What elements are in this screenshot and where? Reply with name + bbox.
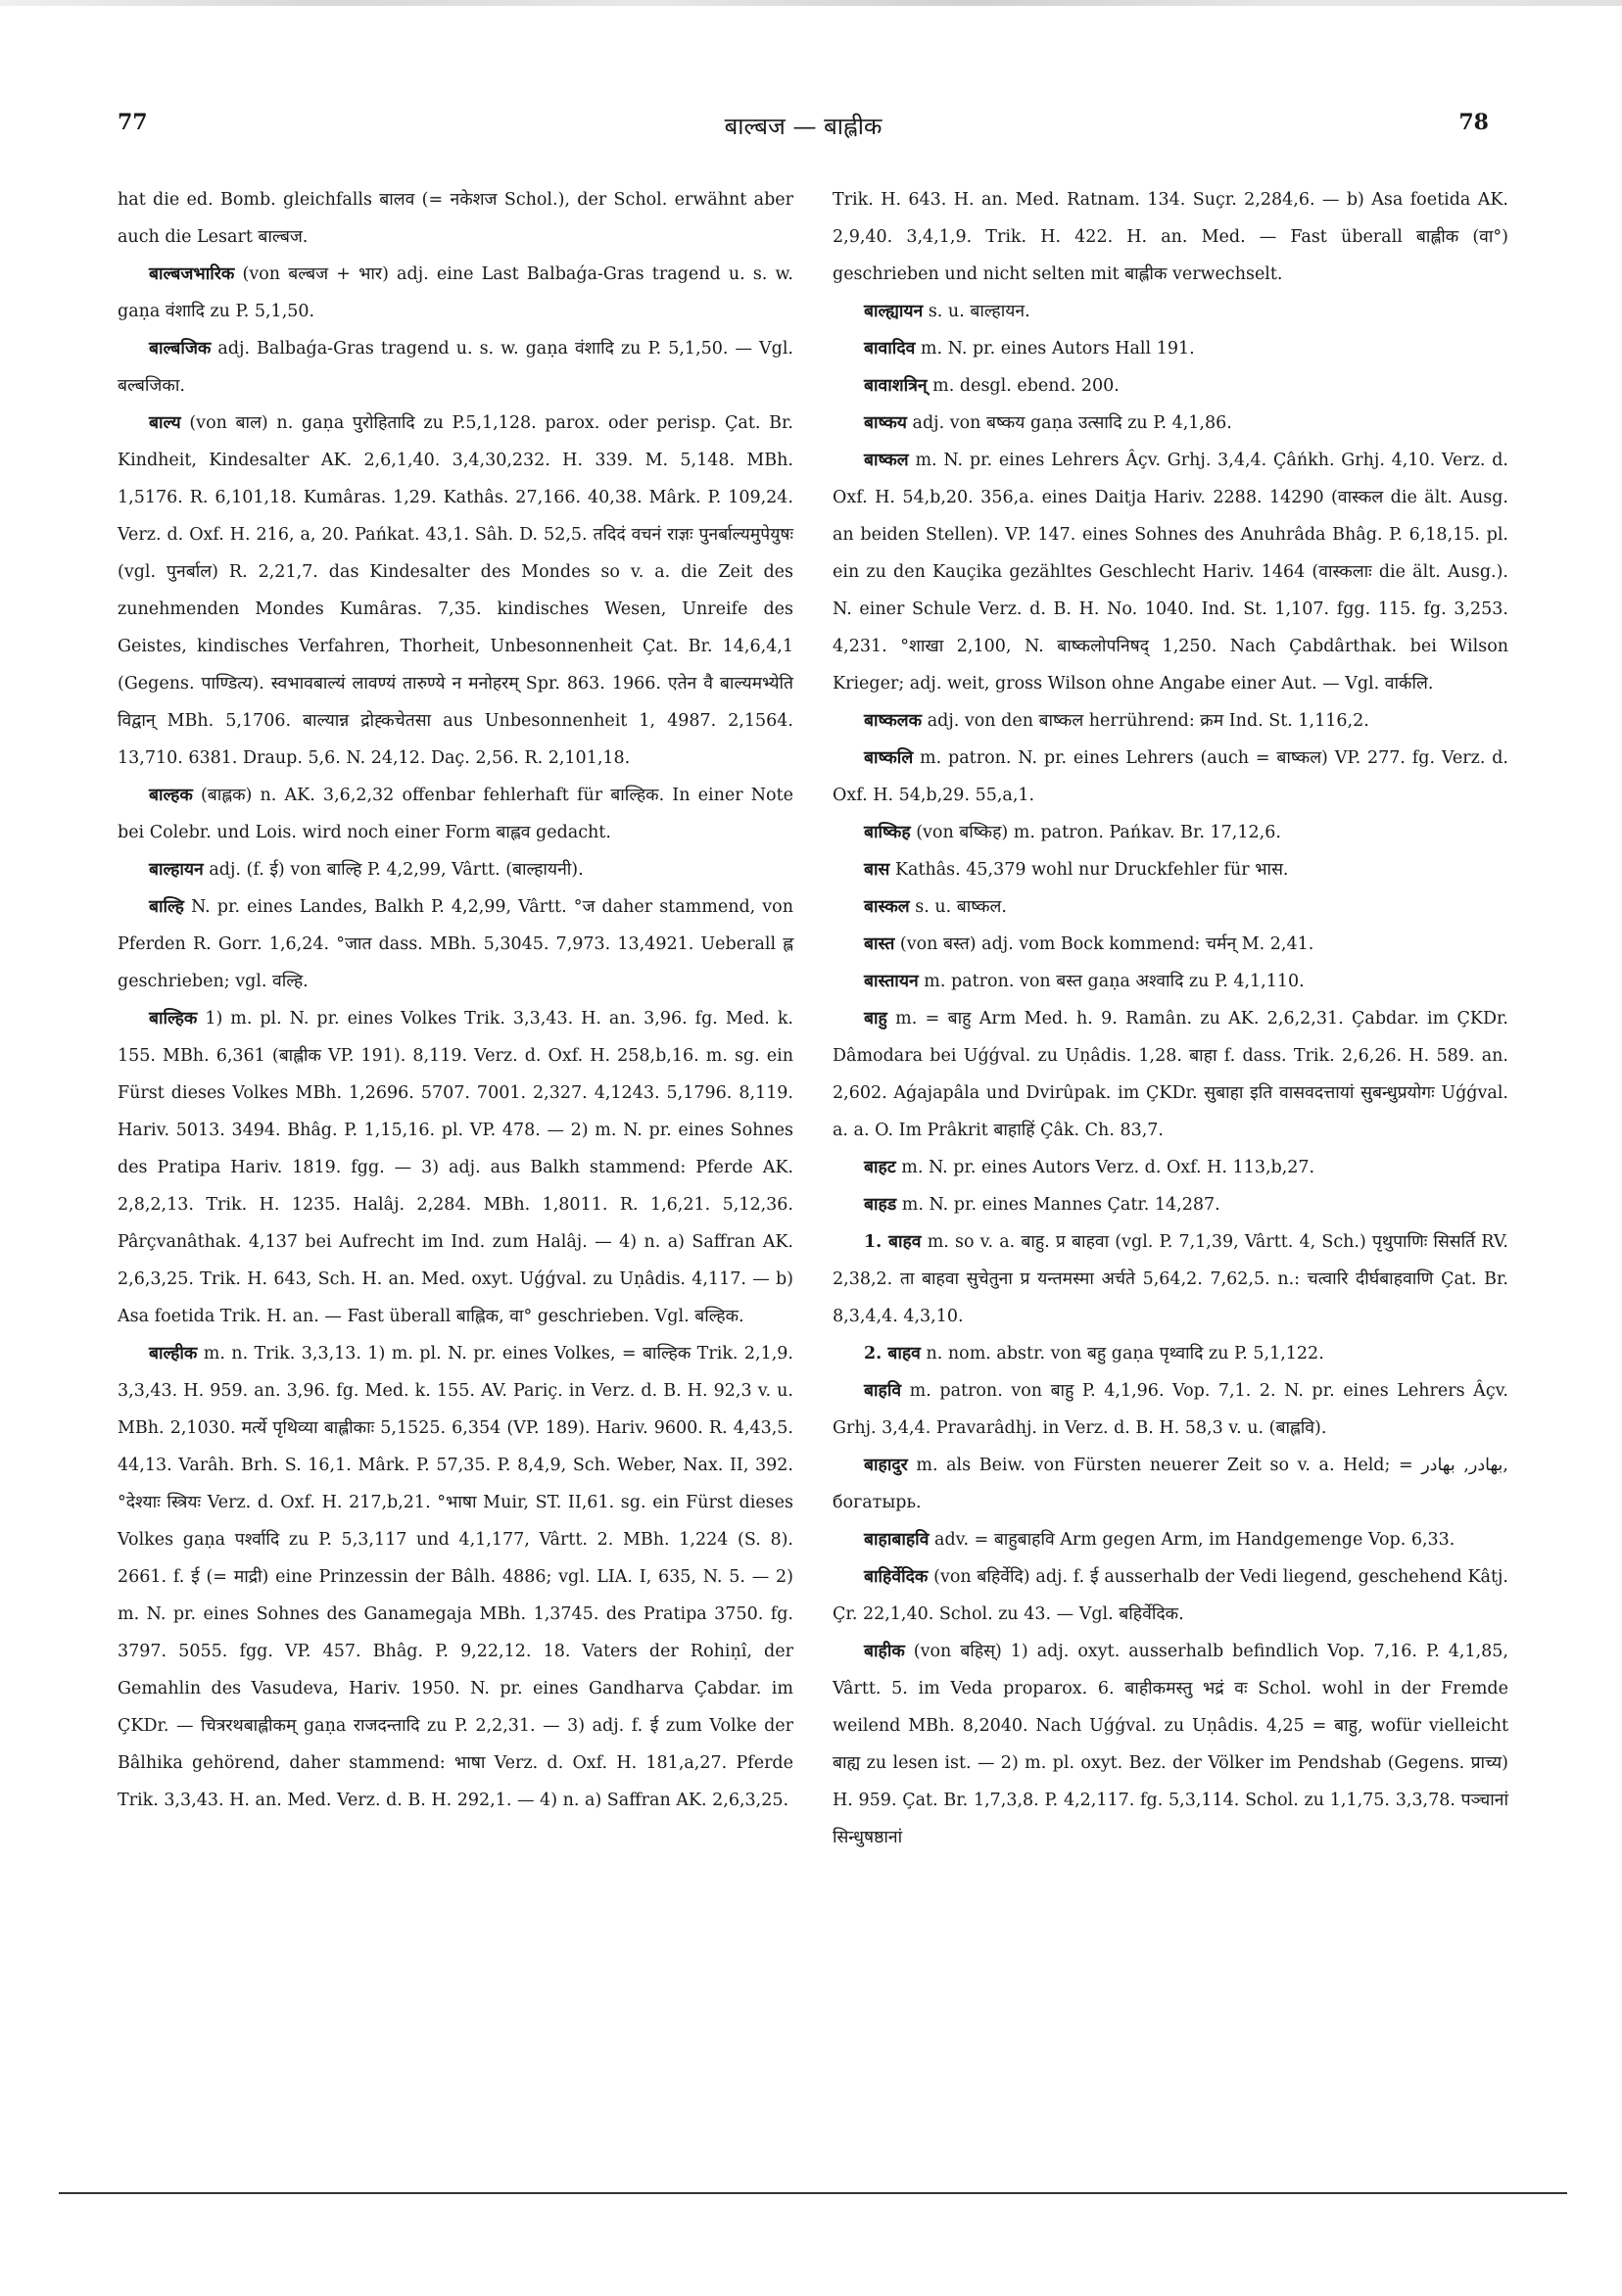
entry-headword: बास्तायन: [864, 972, 919, 991]
running-title: बाल्बज — बाह्लीक: [724, 113, 883, 140]
entry-text: m. als Beiw. von Fürsten neuerer Zeit so v. a. Held; = بهادر, بهادر, богатырь.: [833, 1456, 1508, 1512]
dictionary-entry: [833, 367, 1508, 405]
entry-text: (von बहिस्) 1) adj. oxyt. ausserhalb befindlich Vop. 7,16. P. 4,1,85, Vârtt. 5. im Veda proparox. 6. बाहीकमस्तु भद्रं वः Schol. wohl in der Fremde weilend MBh. 8,2040. Nach Uǵǵval. zu Uṇâdis. 4,25 = बाहु, wofür vielleicht बाह्य zu lesen ist. — 2) m. pl. oxyt. Bez. der Völker im Pendshab (Gegens. प्राच्य) H. 959. Çat. Br. 1,7,3,8. P. 4,2,117. fg. 5,3,114. Schol. zu 1,1,75. 3,3,78. पञ्चानां सिन्धुषष्ठानां: [833, 1642, 1508, 1847]
entry-headword: बाहीक: [864, 1642, 905, 1661]
entry-text: (von बस्त) adj. vom Bock kommend: चर्मन् M. 2,41.: [899, 934, 1314, 954]
dictionary-entry: [118, 181, 793, 256]
entry-text: m. n. Trik. 3,3,13. 1) m. pl. N. pr. eines Volkes, = बाल्हिक Trik. 2,1,9. 3,3,43. H. 959. an. 3,96. fg. Med. k. 155. AV. Pariç. in Verz. d. B. H. 92,3 v. u. MBh. 2,1030. मर्त्ये पृथिव्या बाह्लीकाः 5,1525. 6,354 (VP. 189). Hariv. 9600. R. 4,43,5. 44,13. Varâh. Brh. S. 16,1. Mârk. P. 57,35. P. 8,4,9, Sch. Weber, Nax. II, 392. °देश्याः स्त्रियः Verz. d. Oxf. H. 217,b,21. °भाषा Muir, ST. II,61. sg. ein Fürst dieses Volkes gaṇa पर्श्वादि zu P. 5,3,117 und 4,1,177, Vârtt. 2. MBh. 1,224 (S. 8). 2661. f. ई (= माद्री) eine Prinzessin der Bâlh. 4886; vgl. LIA. I, 635, N. 5. — 2) m. N. pr. eines Sohnes des Ganamegaja MBh. 1,3745. des Pratipa 3750. fg. 3797. 5055. fgg. VP. 457. Bhâg. P. 9,22,12. 18. Vaters der Rohiṇî, der Gemahlin des Vasudeva, Hariv. 1950. N. pr. eines Gandharva Çabdar. im ÇKDr. — चित्ररथबाह्लीकम् gaṇa राजदन्तादि zu P. 2,2,31. — 3) adj. f. ई zum Volke der Bâlhika gehörend, daher stammend: भाषा Verz. d. Oxf. H. 181,a,27. Pferde Trik. 3,3,43. H. an. Med. Verz. d. B. H. 292,1. — 4) n. a) Saffran AK. 2,6,3,25.: [118, 1344, 793, 1810]
entry-text: Trik. H. 643. H. an. Med. Ratnam. 134. Suçr. 2,284,6. — b) Asa foetida AK. 2,9,40. 3,4,1,9. Trik. H. 422. H. an. Med. — Fast überall बाह्लीक (वा°) geschrieben und nicht selten mit बाह्लीक verwechselt.: [833, 190, 1508, 284]
entry-headword: बाल्हिक: [149, 1009, 198, 1028]
right-column: [833, 181, 1508, 1856]
dictionary-entry: [833, 888, 1508, 926]
dictionary-entry: [833, 1521, 1508, 1558]
entry-headword: बावाशत्रिन्: [864, 376, 928, 396]
entry-text: m. N. pr. eines Lehrers Âçv. Grhj. 3,4,4. Çâńkh. Grhj. 4,10. Verz. d. Oxf. H. 54,b,20. 356,a. eines Daitja Hariv. 2288. 14290 (वास्कल die ält. Ausg. an beiden Stellen). VP. 147. eines Sohnes des Anuhrâda Bhâg. P. 6,18,15. pl. ein zu den Kauçika gezähltes Geschlecht Hariv. 1464 (वास्कलाः die ält. Ausg.). N. einer Schule Verz. d. B. H. No. 1040. Ind. St. 1,107. fgg. 115. fg. 3,253. 4,231. °शाखा 2,100, N. बाष्कलोपनिषद् 1,250. Nach Çabdârthak. bei Wilson Krieger; adj. weit, gross Wilson ohne Angabe einer Aut. — Vgl. वार्कलि.: [833, 451, 1508, 694]
entry-text: (von बष्किह) m. patron. Pańkav. Br. 17,12,6.: [916, 823, 1281, 842]
entry-headword: बाल्हीक: [149, 1344, 198, 1363]
entry-headword: बाष्किह: [864, 823, 911, 842]
dictionary-entry: [833, 293, 1508, 330]
dictionary-entry: [118, 1335, 793, 1819]
dictionary-entry: [833, 1186, 1508, 1223]
entry-text: adj. von den बाष्कल herrührend: क्रम Ind. St. 1,116,2.: [927, 711, 1369, 731]
dictionary-entry: [118, 330, 793, 405]
entry-text: m. patron. von बाहु P. 4,1,96. Vop. 7,1. 2. N. pr. eines Lehrers Âçv. Grhj. 3,4,4. Pravarâdhj. in Verz. d. B. H. 58,3 v. u. (बाह्लवि).: [833, 1381, 1508, 1438]
scan-edge: [0, 0, 1622, 6]
entry-headword: बाष्कलि: [864, 748, 914, 768]
dictionary-entry: [118, 256, 793, 330]
entry-text: m. N. pr. eines Mannes Çatr. 14,287.: [901, 1195, 1220, 1215]
entry-text: m. N. pr. eines Autors Verz. d. Oxf. H. 113,b,27.: [901, 1158, 1315, 1177]
dictionary-entry: [833, 926, 1508, 963]
entry-headword: बास्कल: [864, 897, 910, 917]
entry-headword: बाहादुर: [864, 1456, 908, 1475]
entry-text: N. pr. eines Landes, Balkh P. 4,2,99, Vârtt. °ज daher stammend, von Pferden R. Gorr. 1,6,24. °जात dass. MBh. 5,3045. 7,973. 13,4921. Ueberall ह्ल geschrieben; vgl. वल्हि.: [118, 897, 793, 991]
entry-text: adj. Balbaǵa-Gras tragend u. s. w. gaṇa वंशादि zu P. 5,1,50. — Vgl. बल्बजिका.: [118, 339, 793, 396]
entry-text: 1) m. pl. N. pr. eines Volkes Trik. 3,3,43. H. an. 3,96. fg. Med. k. 155. MBh. 6,361 (बाह्लीक VP. 191). 8,119. Verz. d. Oxf. H. 258,b,16. m. sg. ein Fürst dieses Volkes MBh. 1,2696. 5707. 7001. 2,327. 4,1243. 5,1796. 8,119. Hariv. 5013. 3494. Bhâg. P. 1,15,16. pl. VP. 478. — 2) m. N. pr. eines Sohnes des Pratipa Hariv. 1819. fgg. — 3) adj. aus Balkh stammend: Pferde AK. 2,8,2,13. Trik. H. 1235. Halâj. 2,284. MBh. 1,8011. R. 1,6,21. 5,12,36. Pârçvanâthak. 4,137 bei Aufrecht im Ind. zum Halâj. — 4) n. a) Saffran AK. 2,6,3,25. Trik. H. 643, Sch. H. an. Med. oxyt. Uǵǵval. zu Uṇâdis. 4,117. — b) Asa foetida Trik. H. an. — Fast überall बाह्लिक, वा° geschrieben. Vgl. बल्हिक.: [118, 1009, 793, 1326]
entry-text: m. N. pr. eines Autors Hall 191.: [920, 339, 1195, 359]
dictionary-entry: [833, 1335, 1508, 1372]
dictionary-entry: [833, 330, 1508, 367]
dictionary-entry: [118, 405, 793, 777]
dictionary-entry: [833, 1000, 1508, 1149]
entry-headword: बाष्कलक: [864, 711, 923, 731]
entry-headword: बाहाबाहवि: [864, 1530, 930, 1550]
dictionary-entry: [833, 963, 1508, 1000]
entry-text: hat die ed. Bomb. gleichfalls बालव (= नकेशज Schol.), der Schol. erwähnt aber auch die Lesart बाल्बज.: [118, 190, 793, 247]
page-header: [118, 110, 1489, 149]
entry-text: m. desgl. ebend. 200.: [932, 376, 1120, 396]
entry-text: adv. = बाहुबाहवि Arm gegen Arm, im Handgemenge Vop. 6,33.: [934, 1530, 1455, 1550]
entry-headword: बाल्हक: [149, 786, 193, 805]
entry-headword: बाष्कय: [864, 413, 907, 433]
entry-headword: बाहवि: [864, 1381, 902, 1401]
entry-headword: बावादिव: [864, 339, 916, 359]
dictionary-entry: [833, 442, 1508, 702]
entry-headword: बास्त: [864, 934, 895, 954]
dictionary-entry: [833, 1447, 1508, 1521]
left-column: [118, 181, 793, 1819]
dictionary-entry: [833, 1372, 1508, 1447]
entry-text: (बाह्लक) n. AK. 3,6,2,32 offenbar fehlerhaft für बाल्हिक. In einer Note bei Colebr. und Lois. wird noch einer Form बाह्लव gedacht.: [118, 786, 793, 842]
dictionary-entry: [118, 888, 793, 1000]
entry-headword: बाहट: [864, 1158, 896, 1177]
entry-headword: बाल्ह्यायन: [864, 302, 924, 321]
entry-headword: बाल्हि: [149, 897, 184, 917]
dictionary-entry: [118, 777, 793, 851]
entry-headword: 1. बाहव: [864, 1232, 922, 1252]
entry-text: (von बहिर्वेदि) adj. f. ई ausserhalb der Vedi liegend, geschehend Kâtj. Çr. 22,1,40. Schol. zu 43. — Vgl. बहिर्वेदिक.: [833, 1567, 1508, 1624]
entry-text: n. nom. abstr. von बहु gaṇa पृथ्वादि zu P. 5,1,122.: [926, 1344, 1324, 1363]
entry-text: Kathâs. 45,379 wohl nur Druckfehler für भास.: [894, 860, 1289, 880]
entry-headword: बाल्बजभारिक: [149, 264, 235, 284]
dictionary-entry: [833, 740, 1508, 814]
dictionary-entry: [833, 1223, 1508, 1335]
dictionary-entry: [118, 851, 793, 888]
dictionary-entry: [833, 814, 1508, 851]
entry-text: m. patron. N. pr. eines Lehrers (auch = बाष्कल) VP. 277. fg. Verz. d. Oxf. H. 54,b,29. 55,a,1.: [833, 748, 1508, 805]
footer-rule: [59, 2192, 1567, 2194]
entry-text: adj. von बष्कय gaṇa उत्सादि zu P. 4,1,86.: [912, 413, 1232, 433]
entry-text: s. u. बाल्हायन.: [928, 302, 1030, 321]
page-number-left: 77: [118, 110, 148, 135]
dictionary-entry: [833, 851, 1508, 888]
entry-headword: बास: [864, 860, 890, 880]
dictionary-entry: [118, 1000, 793, 1335]
entry-text: m. so v. a. बाहु. प्र बाहवा (vgl. P. 7,1,39, Vârtt. 4, Sch.) पृथुपाणिः सिसर्ति RV. 2,38,2. ता बाहवा सुचेतुना प्र यन्तमस्मा अर्चते 5,64,2. 7,62,5. n.: चत्वारि दीर्घबाहवाणि Çat. Br. 8,3,4,4. 4,3,10.: [833, 1232, 1508, 1326]
dictionary-entry: [833, 405, 1508, 442]
page-number-right: 78: [1458, 110, 1489, 135]
entry-text: m. patron. von बस्त gaṇa अश्वादि zu P. 4,1,110.: [924, 972, 1305, 991]
entry-text: m. = बाहु Arm Med. h. 9. Ramân. zu AK. 2,6,2,31. Çabdar. im ÇKDr. Dâmodara bei Uǵǵval. zu Uṇâdis. 1,28. बाहा f. dass. Trik. 2,6,26. H. 589. an. 2,602. Aǵajapâla und Dvirûpak. im ÇKDr. सुबाहा इति वासवदत्तायां सुबन्धुप्रयोगः Uǵǵval. a. a. O. Im Prâkrit बाहाहिं Çâk. Ch. 83,7.: [833, 1009, 1508, 1140]
dictionary-entry: [833, 1633, 1508, 1856]
entry-headword: बाहु: [864, 1009, 887, 1028]
entry-headword: बाहिर्वेदिक: [864, 1567, 929, 1587]
entry-text: s. u. बाष्कल.: [915, 897, 1007, 917]
entry-headword: 2. बाहव: [864, 1344, 921, 1363]
entry-text: (von बल्बज + भार) adj. eine Last Balbaǵa-Gras tragend u. s. w. gaṇa वंशादि zu P. 5,1,50.: [118, 264, 793, 321]
dictionary-entry: [833, 702, 1508, 740]
entry-text: adj. (f. ई) von बाल्हि P. 4,2,99, Vârtt. (बाल्हायनी).: [209, 860, 584, 880]
dictionary-entry: [833, 1558, 1508, 1633]
entry-headword: बाल्य: [149, 413, 181, 433]
entry-text: (von बाल) n. gaṇa पुरोहितादि zu P.5,1,128. parox. oder perisp. Çat. Br. Kindheit, Kindesalter AK. 2,6,1,40. 3,4,30,232. H. 339. M. 5,148. MBh. 1,5176. R. 6,101,18. Kumâras. 1,29. Kathâs. 27,166. 40,38. Mârk. P. 109,24. Verz. d. Oxf. H. 216, a, 20. Pańkat. 43,1. Sâh. D. 52,5. तदिदं वचनं राज्ञः पुनर्बाल्यमुपेयुषः (vgl. पुनर्बाल) R. 2,21,7. das Kindesalter des Mondes so v. a. die Zeit des zunehmenden Mondes Kumâras. 7,35. kindisches Wesen, Unreife des Geistes, kindisches Verfahren, Thorheit, Unbesonnenheit Çat. Br. 14,6,4,1 (Gegens. पाण्डित्य). स्वभावबाल्यं लावण्यं तारुण्ये न मनोहरम् Spr. 863. 1966. एतेन वै बाल्यमभ्येति विद्वान् MBh. 5,1706. बाल्यान्न द्रोह्कचेतसा aus Unbesonnenheit 1, 4987. 2,1564. 13,710. 6381. Draup. 5,6. N. 24,12. Daç. 2,56. R. 2,101,18.: [118, 413, 793, 768]
dictionary-entry: [833, 1149, 1508, 1186]
dictionary-entry: [833, 181, 1508, 293]
entry-headword: बाल्हायन: [149, 860, 204, 880]
entry-headword: बाल्बजिक: [149, 339, 212, 359]
entry-headword: बाष्कल: [864, 451, 909, 470]
entry-headword: बाहड: [864, 1195, 897, 1215]
